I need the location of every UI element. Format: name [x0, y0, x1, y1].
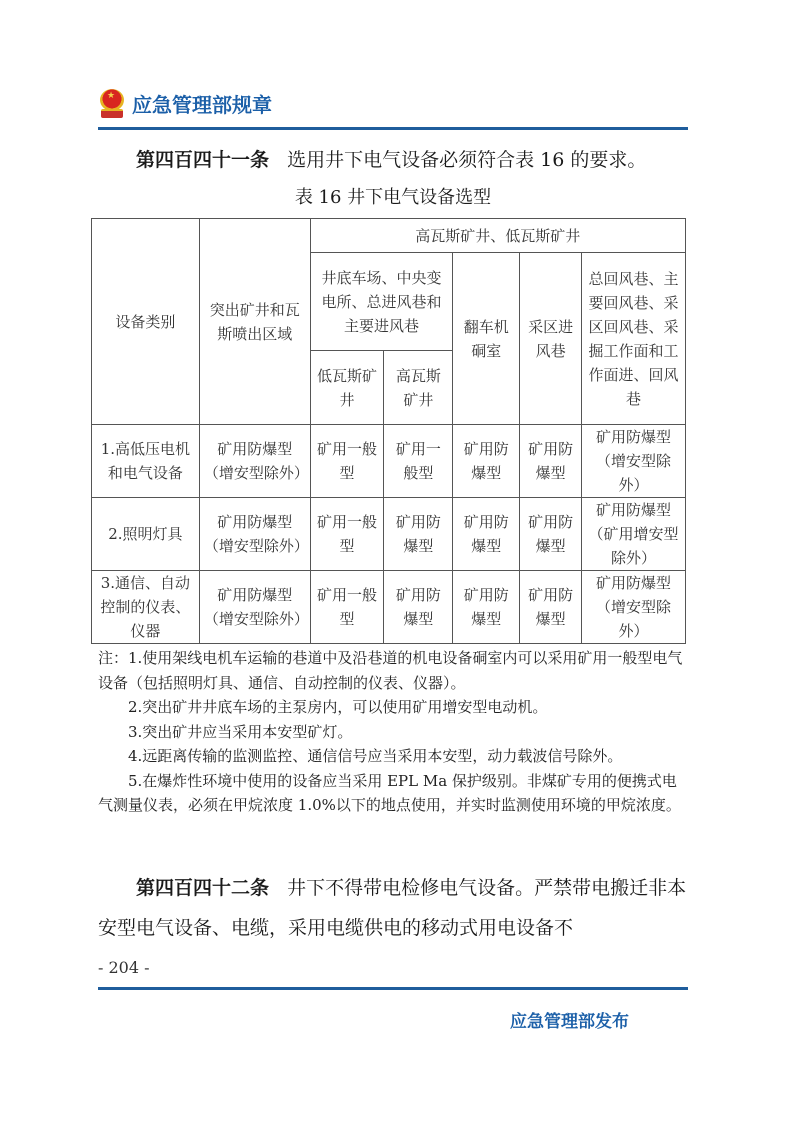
cell-low-gas: 矿用一般型: [310, 425, 384, 498]
cell-low-gas: 矿用一般型: [310, 498, 384, 571]
footer-publisher: 应急管理部发布: [510, 1012, 629, 1032]
header-high-gas: 高瓦斯矿井: [384, 351, 453, 425]
note-4: 4.远距离传输的监测监控、通信信号应当采用本安型，动力载波信号除外。: [128, 747, 623, 765]
equipment-selection-table: [91, 218, 686, 644]
header-shaft-bottom: 井底车场、中央变电所、总进风巷和主要进风巷: [310, 253, 453, 351]
header-divider: [98, 127, 688, 130]
note-1: 注：1.使用架线电机车运输的巷道中及沿巷道的机电设备硐室内可以采用矿用一般型电气设备（包括照明灯具、通信、自动控制的仪表、仪器）。: [98, 649, 683, 692]
cell-intake: 矿用防爆型: [520, 498, 582, 571]
cell-tippler: 矿用防爆型: [453, 425, 520, 498]
cell-return: 矿用防爆型（增安型除外）: [582, 571, 686, 644]
cell-category: 2.照明灯具: [92, 498, 200, 571]
cell-high-gas: 矿用一般型: [384, 425, 453, 498]
cell-intake: 矿用防爆型: [520, 571, 582, 644]
article-number: 第四百四十二条: [136, 877, 270, 899]
article-442: [98, 868, 688, 948]
header-outburst: 突出矿井和瓦斯喷出区域: [199, 219, 310, 425]
footer-divider: [98, 987, 688, 990]
cell-outburst: 矿用防爆型（增安型除外）: [199, 425, 310, 498]
cell-tippler: 矿用防爆型: [453, 498, 520, 571]
article-number: 第四百四十一条: [136, 149, 270, 171]
cell-outburst: 矿用防爆型（增安型除外）: [199, 571, 310, 644]
cell-category: 3.通信、自动控制的仪表、仪器: [92, 571, 200, 644]
table-row: [92, 571, 686, 644]
header-category: 设备类别: [92, 219, 200, 425]
header-low-gas: 低瓦斯矿井: [310, 351, 384, 425]
table-notes: [98, 646, 690, 818]
note-2: 2.突出矿井井底车场的主泵房内，可以使用矿用增安型电动机。: [128, 698, 548, 716]
cell-intake: 矿用防爆型: [520, 425, 582, 498]
article-text: 井下不得带电检修电气设备。严禁带电搬迁非本安型电气设备、电缆，采用电缆供电的移动式用电设备不: [98, 877, 687, 939]
cell-return: 矿用防爆型（增安型除外）: [582, 425, 686, 498]
cell-category: 1.高低压电机和电气设备: [92, 425, 200, 498]
cell-outburst: 矿用防爆型（增安型除外）: [199, 498, 310, 571]
header-intake: 采区进风巷: [520, 253, 582, 425]
page-number: - 204 -: [98, 958, 150, 977]
header-return: 总回风巷、主要回风巷、采区回风巷、采掘工作面和工作面进、回风巷: [582, 253, 686, 425]
cell-high-gas: 矿用防爆型: [384, 571, 453, 644]
header-tippler: 翻车机硐室: [453, 253, 520, 425]
table-row: [92, 498, 686, 571]
page-header: [98, 86, 272, 120]
header-group: 高瓦斯矿井、低瓦斯矿井: [310, 219, 685, 253]
table-caption: 表 16 井下电气设备选型: [294, 187, 492, 208]
note-3: 3.突出矿井应当采用本安型矿灯。: [128, 722, 353, 741]
header-title: 应急管理部规章: [132, 92, 272, 117]
article-text: 选用井下电气设备必须符合表 16 的要求。: [287, 149, 647, 171]
cell-return: 矿用防爆型（矿用增安型除外）: [582, 498, 686, 571]
national-emblem-icon: ★: [98, 89, 126, 117]
cell-high-gas: 矿用防爆型: [384, 498, 453, 571]
note-5: 5.在爆炸性环境中使用的设备应当采用 EPL Ma 保护级别。非煤矿专用的便携式电气测量仪表，必须在甲烷浓度 1.0%以下的地点使用，并实时监测使用环境的甲烷浓度。: [98, 771, 681, 814]
table-row: [92, 425, 686, 498]
cell-low-gas: 矿用一般型: [310, 571, 384, 644]
article-441: [98, 142, 688, 178]
cell-tippler: 矿用防爆型: [453, 571, 520, 644]
